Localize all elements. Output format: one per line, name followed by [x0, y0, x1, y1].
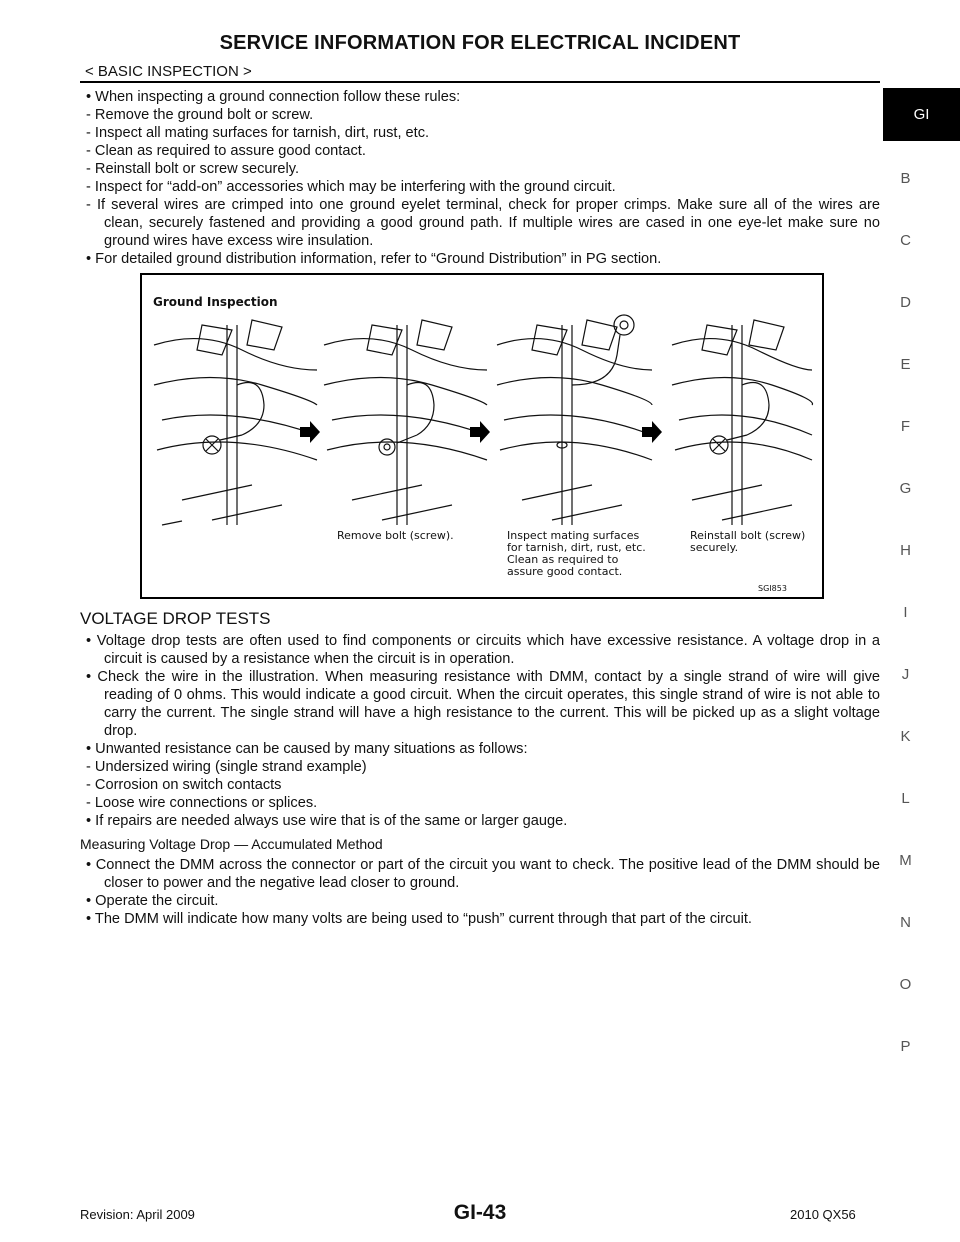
panel-bolt-removed [324, 320, 487, 525]
side-tab-h[interactable]: H [900, 542, 911, 559]
section-breadcrumb: < BASIC INSPECTION > [85, 63, 252, 80]
footer-page-number: GI-43 [453, 1201, 507, 1224]
side-tab-c[interactable]: C [900, 232, 911, 249]
resistance-cause: - Corrosion on switch contacts [86, 777, 282, 793]
panel-inspect-surfaces [497, 315, 652, 525]
panel-bolt-reinstalled [672, 320, 813, 525]
caption-inspect: assure good contact. [507, 565, 623, 578]
ground-step: - Reinstall bolt or screw securely. [86, 161, 300, 177]
voltage-bullet: • Unwanted resistance can be caused by many situations as follows: [86, 741, 528, 757]
caption-reinstall: securely. [690, 541, 739, 554]
side-tab-j[interactable]: J [901, 666, 910, 683]
side-tab-g[interactable]: G [899, 480, 912, 497]
ground-step: - Remove the ground bolt or screw. [86, 107, 314, 123]
side-tab-n[interactable]: N [900, 914, 911, 931]
voltage-bullet: • Voltage drop tests are often used to find components or circuits which have excessive resistance. A voltage drop in a circuit is caused by a resistance when the circuit is in operation. [86, 633, 880, 667]
voltage-bullet: • Check the wire in the illustration. When measuring resistance with DMM, contact by a single strand of wire will give reading of 0 ohms. This would indicate a good circuit. When the circuit operates, this single strand of wire is not able to carry the current. The single strand will have a high resistance to the current. This will be picked up as a slight voltage drop. [86, 669, 880, 739]
accumulated-bullet: • Connect the DMM across the connector or part of the circuit you want to check. The positive lead of the DMM should be closer to power and the negative lead closer to ground. [86, 857, 880, 891]
side-tab-gi[interactable]: GI [883, 88, 960, 141]
caption-inspect: Clean as required to [507, 553, 619, 566]
side-tab-f[interactable]: F [900, 418, 911, 435]
arrow-right-icon [642, 421, 662, 443]
voltage-drop-heading: VOLTAGE DROP TESTS [80, 609, 271, 628]
side-tab-l[interactable]: L [901, 790, 910, 807]
side-tab-k[interactable]: K [900, 728, 911, 745]
resistance-cause: - Loose wire connections or splices. [86, 795, 318, 811]
ground-inspection-figure [140, 273, 824, 599]
caption-inspect: Inspect mating surfaces [507, 529, 640, 542]
footer-model: 2010 QX56 [790, 1207, 856, 1222]
ground-step: - Inspect all mating surfaces for tarnish, dirt, rust, etc. [86, 125, 430, 141]
repair-note: • If repairs are needed always use wire that is of the same or larger gauge. [86, 813, 568, 829]
caption-reinstall: Reinstall bolt (screw) [690, 529, 806, 542]
page-title: SERVICE INFORMATION FOR ELECTRICAL INCIDENT [219, 32, 741, 54]
footer-revision: Revision: April 2009 [80, 1207, 195, 1222]
ground-inspection-illustration [142, 275, 822, 597]
figure-title: Ground Inspection [153, 295, 278, 309]
ground-intro: • When inspecting a ground connection follow these rules: [86, 89, 461, 105]
ground-reference: • For detailed ground distribution information, refer to “Ground Distribution” in PG section. [86, 251, 662, 267]
side-tab-d[interactable]: D [900, 294, 911, 311]
side-tab-o[interactable]: O [899, 976, 912, 993]
figure-code: SGI853 [758, 584, 787, 593]
side-tab-b[interactable]: B [900, 170, 911, 187]
ground-step: - Clean as required to assure good contact. [86, 143, 366, 159]
page-content [80, 88, 880, 928]
ground-step: - If several wires are crimped into one ground eyelet terminal, check for proper crimps. Make sure all of the wires are clean, securely fastened and providing a good ground path. If multiple wires are cased in one eye-let make sure no ground wires have excess wire insulation. [86, 197, 880, 249]
side-tab-e[interactable]: E [900, 356, 911, 373]
accumulated-bullet: • The DMM will indicate how many volts are being used to “push” current through that part of the circuit. [86, 911, 752, 927]
header-rule [80, 81, 880, 83]
panel-bolted-ground [154, 320, 317, 525]
accumulated-method-heading: Measuring Voltage Drop — Accumulated Method [80, 836, 383, 852]
accumulated-bullet: • Operate the circuit. [86, 893, 219, 909]
ground-step: - Inspect for “add-on” accessories which may be interfering with the ground circuit. [86, 179, 616, 195]
arrow-right-icon [300, 421, 320, 443]
resistance-cause: - Undersized wiring (single strand example) [86, 759, 367, 775]
side-tab-i[interactable]: I [903, 604, 908, 621]
arrow-right-icon [470, 421, 490, 443]
caption-inspect: for tarnish, dirt, rust, etc. [507, 541, 646, 554]
caption-remove: Remove bolt (screw). [337, 529, 454, 542]
side-tab-p[interactable]: P [900, 1038, 911, 1055]
side-tab-m[interactable]: M [899, 852, 912, 869]
